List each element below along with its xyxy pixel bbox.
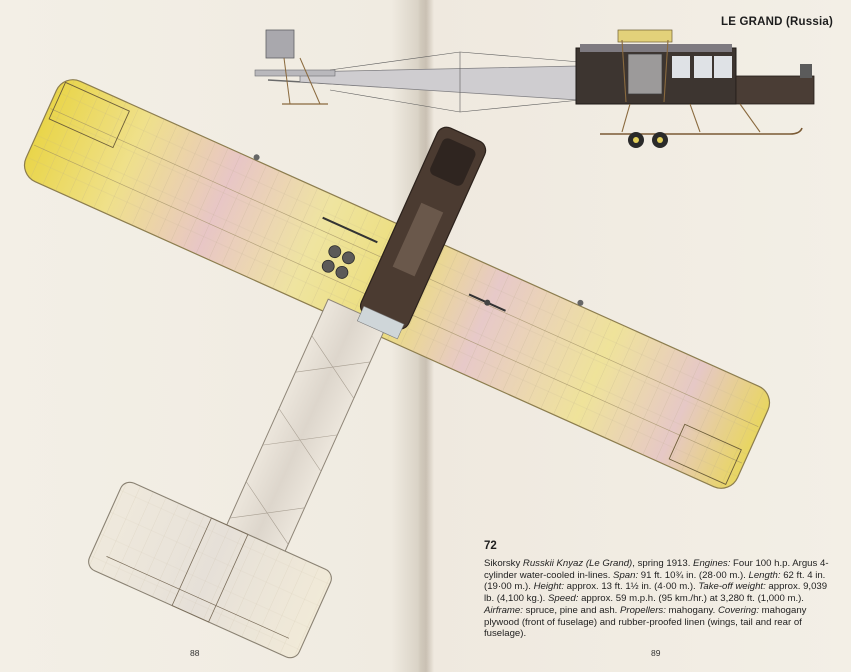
engines-value: Four 100 h.p. Argus 4-cylinder water-cooled in-lines.	[484, 558, 829, 581]
length-label: Length:	[748, 569, 781, 581]
airframe-value: spruce, pine and ash.	[522, 604, 620, 616]
span-value: 91 ft. 10¾ in. (28·00 m.).	[638, 569, 749, 581]
height-label: Height:	[533, 581, 564, 593]
engines-label: Engines:	[693, 558, 731, 569]
side-view-aircraft	[255, 30, 814, 148]
takeoff-value: approx. 9,039 lb. (4,100 kg.).	[484, 581, 828, 605]
page-header-title: LE GRAND (Russia)	[720, 16, 833, 28]
page-number-left: 88	[190, 648, 200, 658]
takeoff-label: Take-off weight:	[698, 581, 766, 593]
designation-pre: Sikorsky	[484, 558, 523, 569]
propellers-value: mahogany.	[665, 604, 718, 616]
plate-number: 72	[484, 540, 497, 552]
covering-value: mahogany plywood (front of fuselage) and rubber-proofed linen (wings, tail and rear of fuselage).	[484, 604, 807, 640]
designation-post: , spring 1913.	[632, 558, 694, 569]
covering-label: Covering:	[717, 604, 760, 616]
propellers-label: Propellers:	[620, 604, 666, 616]
plate-caption	[484, 540, 836, 640]
airframe-label: Airframe:	[484, 604, 523, 616]
height-value: approx. 13 ft. 1½ in. (4·00 m.).	[564, 581, 699, 593]
speed-value: approx. 59 m.p.h. (95 km./hr.) at 3,280 ft. (1,000 m.).	[578, 593, 804, 605]
page-number-right: 89	[651, 648, 661, 658]
speed-label: Speed:	[548, 593, 579, 605]
length-value: 62 ft. 4 in. (19·00 m.).	[484, 569, 826, 593]
caption-text	[484, 558, 836, 640]
span-label: Span:	[613, 569, 639, 581]
designation-name: Russkii Knyaz (Le Grand)	[522, 558, 633, 569]
